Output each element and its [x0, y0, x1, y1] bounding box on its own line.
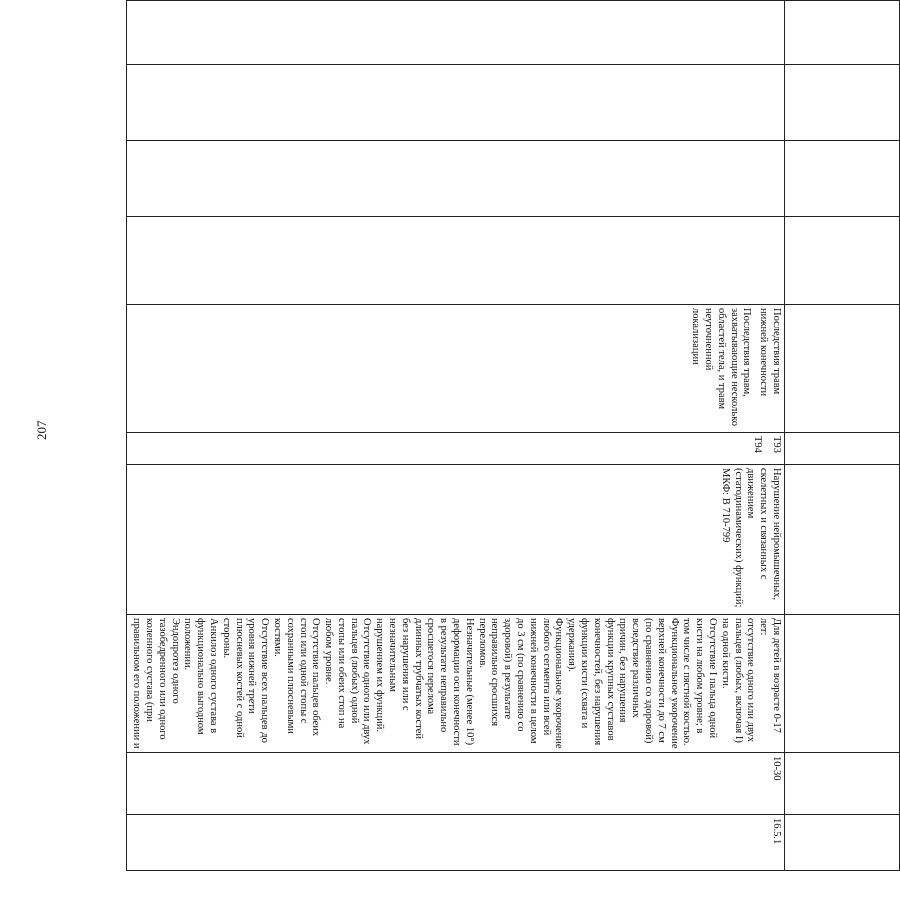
table-cell: [785, 217, 900, 305]
diagnosis-item: Последствия травм нижней конечности: [758, 308, 782, 397]
criteria-line: Анкилоз одного сустава в функционально выгодном положении.: [182, 618, 219, 735]
page-number: 207: [34, 420, 49, 440]
table-cell: [785, 465, 900, 615]
criteria-line: Отсутствие пальцев обеих стоп или одной стопы с сохранными плюсневыми костями.: [271, 618, 322, 737]
diagnosis-cell: [127, 305, 785, 433]
table-cell: [785, 65, 900, 141]
table-cell: [785, 141, 900, 217]
diagnosis-item: Последствия травм, захватывающие несколько областей тела, и травм неуточненной локализации: [690, 308, 753, 426]
row-number-cell: 16.5.1: [127, 815, 785, 871]
table-cell: [127, 65, 785, 141]
code-cell: [127, 433, 785, 465]
criteria-line: Функциональное укорочение верхней конечности до 7 см (по сравнению со здоровой) вследствие различных причин, без нарушения функции крупных суставов конечностей, без нарушения функции кисти (схвата и удержания).: [566, 618, 680, 749]
percent-cell: 10-30: [127, 753, 785, 815]
table-cell: [127, 141, 785, 217]
criteria-table: [126, 0, 900, 871]
criteria-line: Для детей в возрасте 0-17 лет:: [758, 618, 782, 733]
table-cell: [127, 1, 785, 65]
criteria-cell: [127, 615, 785, 753]
icd-code: T93: [771, 436, 782, 453]
table-cell: [785, 433, 900, 465]
table-cell: [785, 815, 900, 871]
table-row: [127, 1, 785, 871]
criteria-line: Отсутствие одного или двух пальцев (любых) одной стопы или обеих стоп на любом уровне.: [323, 618, 373, 745]
icd-code: T94: [752, 436, 764, 453]
table-cell: [785, 1, 900, 65]
criteria-line: Функциональное укорочение любого сегмента или всей нижней конечности в целом до 3 см (по сравнению со здоровой) в результате неправильно сросшихся переломов.: [476, 618, 565, 749]
table-row-empty: [785, 1, 900, 871]
table-cell: [785, 305, 900, 433]
impairment-cell: Нарушение нейромышечных, скелетных и связанных с движением (статодинамических) функций; МКФ: В 710-799: [127, 465, 785, 615]
criteria-line: отсутствие одного или двух пальцев (любых, включая I) на одной кисти.: [719, 618, 757, 743]
criteria-line: Незначительные (менее 10°) деформации оси конечности в результате неправильно сросшегося перелома длинных трубчатых костей без нарушения или с незначительным нарушением их функций.: [374, 618, 475, 746]
table-cell: [785, 753, 900, 815]
criteria-line: Эндопротез одного тазобедренного или одного коленного сустава (при правильном его положении и: [131, 618, 181, 749]
criteria-line: Отсутствие I пальца одной кисти на любом уровне; в том числе с пястной костью.: [681, 618, 719, 746]
criteria-table-page: [131, 0, 900, 870]
criteria-line: Отсутствие всех пальцев до уровня нижней трети плюсневых костей с одной стороны.: [220, 618, 271, 743]
table-cell: [785, 615, 900, 753]
table-cell: [127, 217, 785, 305]
